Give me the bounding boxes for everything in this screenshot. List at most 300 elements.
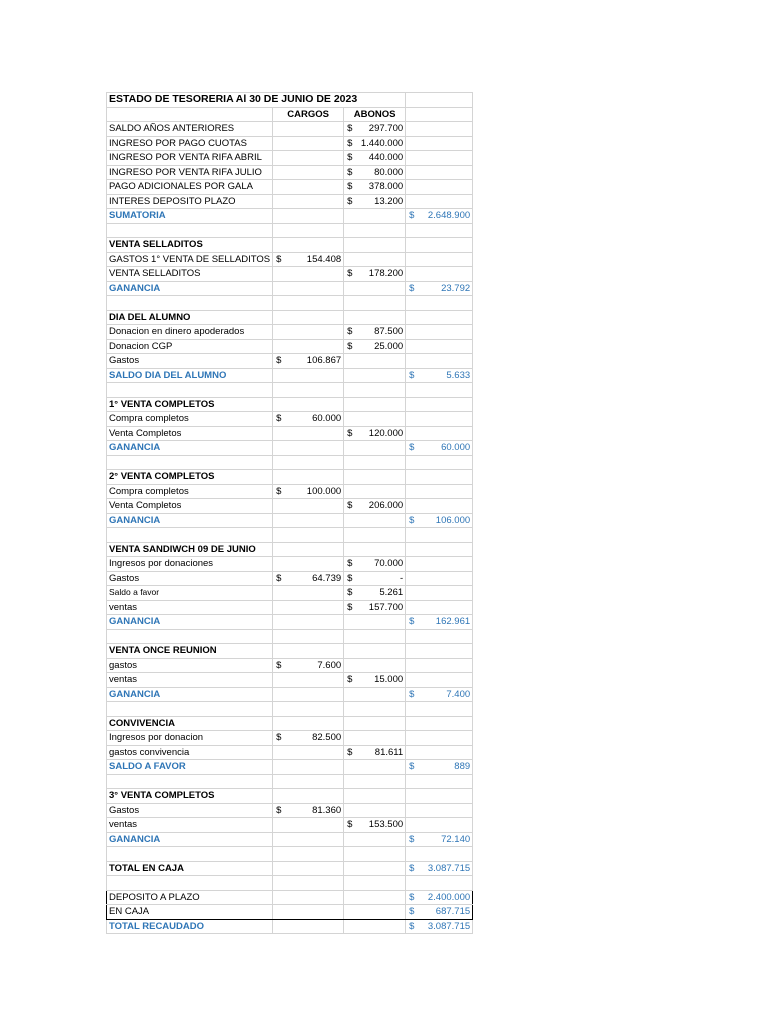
empty-cell — [406, 644, 473, 659]
empty-cell — [406, 238, 473, 253]
currency-symbol: $ — [347, 268, 353, 280]
empty-cell — [273, 383, 344, 398]
empty-cell — [344, 397, 406, 412]
table-row — [107, 194, 473, 209]
empty-cell — [273, 122, 344, 137]
table-row — [107, 151, 473, 166]
total-cell — [406, 760, 473, 775]
currency-symbol: $ — [276, 413, 282, 425]
abonos-header: ABONOS — [344, 107, 406, 122]
amount: 178.200 — [368, 268, 404, 280]
row-label — [107, 455, 273, 470]
row-label — [107, 223, 273, 238]
table-row — [107, 252, 473, 267]
empty-cell — [273, 455, 344, 470]
row-label: 1° VENTA COMPLETOS — [107, 397, 273, 412]
currency-symbol: $ — [276, 732, 282, 744]
abono-cell — [344, 745, 406, 760]
total-cell — [406, 919, 473, 934]
abono-cell — [344, 571, 406, 586]
currency-symbol: $ — [347, 674, 353, 686]
empty-cell — [273, 644, 344, 659]
currency-symbol: $ — [276, 355, 282, 367]
row-label: 3° VENTA COMPLETOS — [107, 789, 273, 804]
total-cell — [406, 861, 473, 876]
currency-symbol: $ — [409, 761, 415, 773]
empty-cell — [344, 310, 406, 325]
total-cell — [406, 209, 473, 224]
total-cell — [406, 513, 473, 528]
total-cell — [406, 281, 473, 296]
empty-cell — [406, 252, 473, 267]
empty-cell — [406, 542, 473, 557]
total-cell — [406, 441, 473, 456]
currency-symbol: $ — [347, 166, 353, 178]
empty-cell — [273, 223, 344, 238]
empty-cell — [273, 615, 344, 630]
row-label: TOTAL RECAUDADO — [107, 919, 273, 934]
row-label — [107, 528, 273, 543]
row-label: Venta Completos — [107, 499, 273, 514]
currency-symbol: $ — [409, 891, 415, 903]
amount: 60.000 — [441, 442, 471, 454]
currency-symbol: $ — [409, 514, 415, 526]
empty-cell — [406, 325, 473, 340]
row-label: PAGO ADICIONALES POR GALA — [107, 180, 273, 195]
amount: 7.600 — [317, 659, 342, 671]
empty-cell — [273, 151, 344, 166]
currency-symbol: $ — [347, 572, 353, 584]
row-label: CONVIVENCIA — [107, 716, 273, 731]
abono-cell — [344, 136, 406, 151]
currency-symbol: $ — [347, 340, 353, 352]
empty-cell — [406, 716, 473, 731]
currency-symbol: $ — [347, 587, 353, 599]
empty-cell — [406, 528, 473, 543]
abono-cell — [344, 600, 406, 615]
table-row — [107, 832, 473, 847]
amount: 1.440.000 — [360, 137, 404, 149]
empty-cell — [273, 745, 344, 760]
empty-cell — [273, 542, 344, 557]
empty-cell — [273, 238, 344, 253]
table-row — [107, 586, 473, 601]
spacer-row — [107, 774, 473, 789]
row-label: ventas — [107, 818, 273, 833]
empty-cell — [406, 180, 473, 195]
cargo-cell — [273, 658, 344, 673]
empty-cell — [273, 905, 344, 920]
currency-symbol: $ — [347, 152, 353, 164]
empty-cell — [273, 774, 344, 789]
empty-cell — [273, 760, 344, 775]
currency-symbol: $ — [347, 601, 353, 613]
row-label: VENTA SELLADITOS — [107, 267, 273, 282]
abono-cell — [344, 426, 406, 441]
abono-cell — [344, 499, 406, 514]
row-label: ventas — [107, 600, 273, 615]
cargo-cell — [273, 803, 344, 818]
row-label: Saldo a favor — [107, 586, 273, 601]
amount: 106.000 — [435, 514, 471, 526]
currency-symbol: $ — [276, 253, 282, 265]
table-row — [107, 542, 473, 557]
amount: 70.000 — [374, 558, 404, 570]
empty-cell — [273, 470, 344, 485]
table-row — [107, 209, 473, 224]
empty-cell — [344, 470, 406, 485]
empty-cell — [406, 470, 473, 485]
row-label: gastos — [107, 658, 273, 673]
abono-cell — [344, 267, 406, 282]
empty-cell — [406, 165, 473, 180]
row-label: SALDO A FAVOR — [107, 760, 273, 775]
empty-cell — [273, 847, 344, 862]
cargo-cell — [273, 571, 344, 586]
row-label — [107, 847, 273, 862]
table-row — [107, 615, 473, 630]
empty-cell — [344, 368, 406, 383]
empty-cell — [273, 702, 344, 717]
empty-cell — [406, 397, 473, 412]
row-label: INTERES DEPOSITO PLAZO — [107, 194, 273, 209]
table-row — [107, 426, 473, 441]
empty-cell — [406, 426, 473, 441]
empty-cell — [344, 789, 406, 804]
table-row — [107, 571, 473, 586]
table-row — [107, 557, 473, 572]
amount: 5.633 — [446, 369, 471, 381]
empty-cell — [344, 832, 406, 847]
spacer-row — [107, 223, 473, 238]
total-cell — [406, 832, 473, 847]
amount: 3.087.715 — [427, 862, 471, 874]
row-label: Venta Completos — [107, 426, 273, 441]
currency-symbol: $ — [409, 906, 415, 918]
empty-cell — [406, 499, 473, 514]
row-label — [107, 296, 273, 311]
table-row — [107, 484, 473, 499]
cargo-cell — [273, 731, 344, 746]
empty-cell — [273, 281, 344, 296]
row-label: GANANCIA — [107, 687, 273, 702]
empty-cell — [344, 615, 406, 630]
empty-cell — [273, 876, 344, 891]
total-cell — [406, 687, 473, 702]
table-row — [107, 745, 473, 760]
empty-cell — [344, 383, 406, 398]
row-label: GANANCIA — [107, 441, 273, 456]
empty-cell — [406, 194, 473, 209]
row-label: DIA DEL ALUMNO — [107, 310, 273, 325]
empty-cell — [273, 687, 344, 702]
currency-symbol: $ — [347, 558, 353, 570]
table-row — [107, 644, 473, 659]
table-row — [107, 499, 473, 514]
currency-symbol: $ — [276, 572, 282, 584]
currency-symbol: $ — [409, 688, 415, 700]
amount: 2.648.900 — [427, 210, 471, 222]
table-row — [107, 789, 473, 804]
empty-cell — [273, 339, 344, 354]
empty-cell — [273, 629, 344, 644]
row-label: Ingresos por donaciones — [107, 557, 273, 572]
amount: 687.715 — [435, 906, 471, 918]
row-label: Gastos — [107, 571, 273, 586]
cargo-cell — [273, 484, 344, 499]
empty-cell — [406, 571, 473, 586]
row-label: SALDO AÑOS ANTERIORES — [107, 122, 273, 137]
table-row — [107, 281, 473, 296]
row-label: VENTA ONCE REUNION — [107, 644, 273, 659]
currency-symbol: $ — [347, 500, 353, 512]
empty-cell — [406, 412, 473, 427]
empty-cell — [107, 107, 273, 122]
table-row — [107, 136, 473, 151]
row-label: SALDO DIA DEL ALUMNO — [107, 368, 273, 383]
row-label: ventas — [107, 673, 273, 688]
amount: 5.261 — [379, 587, 404, 599]
table-row — [107, 513, 473, 528]
amount: 15.000 — [374, 674, 404, 686]
table-row — [107, 687, 473, 702]
empty-cell — [273, 296, 344, 311]
row-label: 2° VENTA COMPLETOS — [107, 470, 273, 485]
amount: 64.739 — [312, 572, 342, 584]
abono-cell — [344, 673, 406, 688]
empty-cell — [344, 354, 406, 369]
empty-cell — [406, 310, 473, 325]
empty-cell — [344, 890, 406, 905]
table-row — [107, 267, 473, 282]
currency-symbol: $ — [347, 137, 353, 149]
empty-cell — [406, 629, 473, 644]
cargos-header: CARGOS — [273, 107, 344, 122]
empty-cell — [344, 905, 406, 920]
empty-cell — [273, 499, 344, 514]
amount: 106.867 — [306, 355, 342, 367]
row-label: Compra completos — [107, 484, 273, 499]
amount: 100.000 — [306, 485, 342, 497]
empty-cell — [344, 716, 406, 731]
empty-cell — [406, 586, 473, 601]
empty-cell — [406, 339, 473, 354]
row-label: GASTOS 1° VENTA DE SELLADITOS — [107, 252, 273, 267]
currency-symbol: $ — [409, 442, 415, 454]
empty-cell — [273, 716, 344, 731]
total-cell — [406, 890, 473, 905]
empty-cell — [344, 919, 406, 934]
empty-cell — [273, 267, 344, 282]
empty-cell — [406, 296, 473, 311]
treasury-table — [106, 92, 473, 934]
currency-symbol: $ — [409, 616, 415, 628]
total-cell — [406, 368, 473, 383]
spacer-row — [107, 528, 473, 543]
row-label: Gastos — [107, 354, 273, 369]
empty-cell — [344, 238, 406, 253]
empty-cell — [273, 600, 344, 615]
empty-cell — [406, 702, 473, 717]
table-row — [107, 368, 473, 383]
empty-cell — [273, 397, 344, 412]
table-row — [107, 397, 473, 412]
amount: 157.700 — [368, 601, 404, 613]
cargo-cell — [273, 252, 344, 267]
amount: 81.611 — [374, 746, 404, 758]
abono-cell — [344, 165, 406, 180]
header-row — [107, 107, 473, 122]
empty-cell — [273, 165, 344, 180]
empty-cell — [273, 513, 344, 528]
amount: 378.000 — [368, 181, 404, 193]
row-label — [107, 774, 273, 789]
empty-cell — [344, 528, 406, 543]
empty-cell — [273, 832, 344, 847]
table-row — [107, 470, 473, 485]
table-row — [107, 905, 473, 920]
spacer-row — [107, 383, 473, 398]
empty-cell — [344, 658, 406, 673]
currency-symbol: $ — [409, 920, 415, 932]
empty-cell — [344, 252, 406, 267]
empty-cell — [406, 600, 473, 615]
row-label: gastos convivencia — [107, 745, 273, 760]
empty-cell — [344, 731, 406, 746]
currency-symbol: $ — [347, 123, 353, 135]
empty-cell — [406, 673, 473, 688]
empty-cell — [273, 310, 344, 325]
row-label: INGRESO POR PAGO CUOTAS — [107, 136, 273, 151]
table-row — [107, 165, 473, 180]
table-row — [107, 673, 473, 688]
empty-cell — [406, 803, 473, 818]
empty-cell — [344, 223, 406, 238]
empty-cell — [273, 528, 344, 543]
empty-cell — [406, 383, 473, 398]
empty-cell — [344, 542, 406, 557]
empty-cell — [344, 629, 406, 644]
empty-cell — [406, 847, 473, 862]
abono-cell — [344, 122, 406, 137]
amount: - — [399, 572, 404, 584]
empty-cell — [344, 774, 406, 789]
amount: 60.000 — [312, 413, 342, 425]
empty-cell — [344, 803, 406, 818]
abono-cell — [344, 557, 406, 572]
amount: 2.400.000 — [427, 891, 471, 903]
table-row — [107, 354, 473, 369]
empty-cell — [273, 818, 344, 833]
empty-cell — [273, 890, 344, 905]
amount: 81.360 — [312, 804, 342, 816]
row-label: VENTA SANDIWCH 09 DE JUNIO — [107, 542, 273, 557]
empty-cell — [406, 658, 473, 673]
spacer-row — [107, 702, 473, 717]
table-row — [107, 818, 473, 833]
empty-cell — [406, 455, 473, 470]
empty-cell — [344, 861, 406, 876]
currency-symbol: $ — [409, 862, 415, 874]
empty-cell — [344, 687, 406, 702]
empty-cell — [406, 774, 473, 789]
empty-cell — [273, 557, 344, 572]
empty-cell — [406, 267, 473, 282]
currency-symbol: $ — [276, 804, 282, 816]
currency-symbol: $ — [347, 195, 353, 207]
currency-symbol: $ — [409, 210, 415, 222]
table-row — [107, 238, 473, 253]
table-row — [107, 441, 473, 456]
total-cell — [406, 615, 473, 630]
empty-cell — [344, 455, 406, 470]
empty-cell — [273, 426, 344, 441]
empty-cell — [273, 194, 344, 209]
table-row — [107, 658, 473, 673]
empty-cell — [406, 223, 473, 238]
table-row — [107, 310, 473, 325]
empty-cell — [273, 789, 344, 804]
row-label: GANANCIA — [107, 281, 273, 296]
amount: 154.408 — [306, 253, 342, 265]
row-label: TOTAL EN CAJA — [107, 861, 273, 876]
abono-cell — [344, 180, 406, 195]
amount: 297.700 — [368, 123, 404, 135]
abono-cell — [344, 586, 406, 601]
amount: 3.087.715 — [427, 920, 471, 932]
empty-cell — [344, 484, 406, 499]
empty-cell — [273, 368, 344, 383]
empty-cell — [344, 281, 406, 296]
table-row — [107, 412, 473, 427]
row-label: GANANCIA — [107, 832, 273, 847]
amount: 162.961 — [435, 616, 471, 628]
currency-symbol: $ — [409, 833, 415, 845]
empty-cell — [273, 919, 344, 934]
abono-cell — [344, 339, 406, 354]
amount: 13.200 — [374, 195, 404, 207]
table-row — [107, 731, 473, 746]
empty-cell — [406, 122, 473, 137]
empty-cell — [406, 107, 473, 122]
amount: 440.000 — [368, 152, 404, 164]
amount: 72.140 — [441, 833, 471, 845]
title-row — [107, 93, 473, 108]
spacer-row — [107, 455, 473, 470]
currency-symbol: $ — [347, 326, 353, 338]
table-row — [107, 919, 473, 934]
currency-symbol: $ — [347, 181, 353, 193]
amount: 153.500 — [368, 819, 404, 831]
table-row — [107, 325, 473, 340]
row-label — [107, 876, 273, 891]
row-label — [107, 702, 273, 717]
empty-cell — [344, 209, 406, 224]
empty-cell — [273, 180, 344, 195]
table-row — [107, 339, 473, 354]
empty-cell — [406, 731, 473, 746]
empty-cell — [344, 644, 406, 659]
empty-cell — [273, 586, 344, 601]
row-label: EN CAJA — [107, 905, 273, 920]
currency-symbol: $ — [347, 427, 353, 439]
row-label: Donacion en dinero apoderados — [107, 325, 273, 340]
table-row — [107, 600, 473, 615]
table-row — [107, 861, 473, 876]
row-label: SUMATORIA — [107, 209, 273, 224]
abono-cell — [344, 325, 406, 340]
empty-cell — [406, 93, 473, 108]
